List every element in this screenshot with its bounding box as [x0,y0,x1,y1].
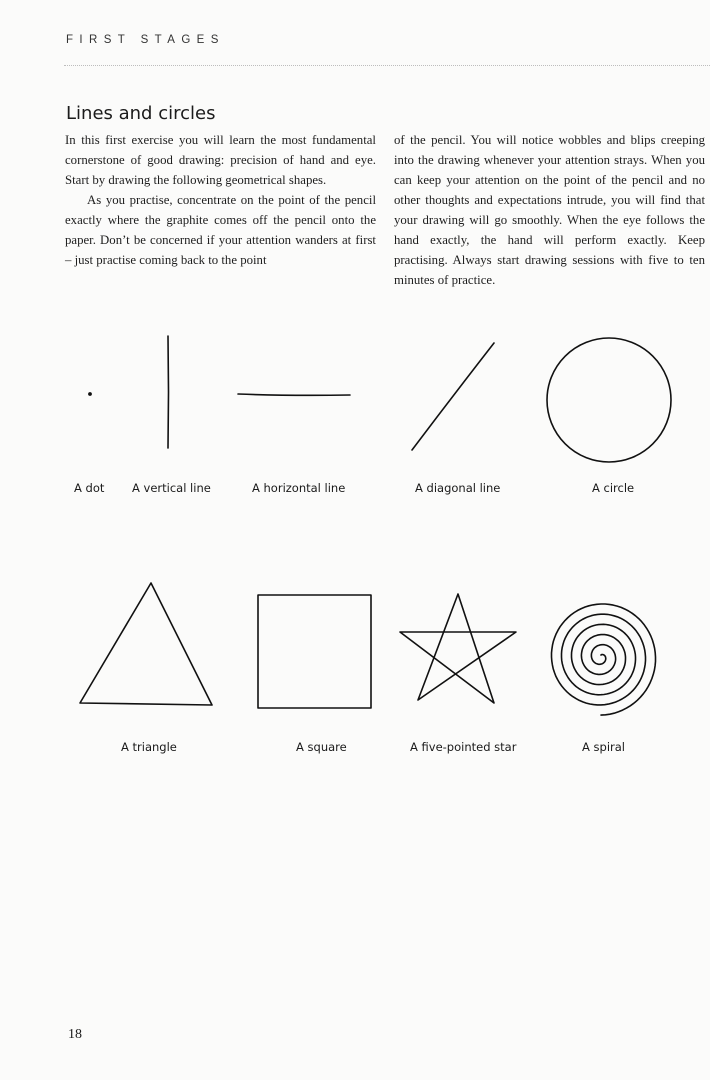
square-drawing [258,595,371,708]
caption-star: A five-pointed star [410,740,517,754]
caption-vertical-line: A vertical line [132,481,211,495]
caption-horizontal-line: A horizontal line [252,481,346,495]
star-drawing [400,594,516,703]
circle-drawing [547,338,671,462]
caption-triangle: A triangle [121,740,177,754]
vertical-line-drawing [168,336,169,448]
caption-square: A square [296,740,347,754]
body-paragraph: As you practise, concentrate on the point of the pencil exactly where the graphite comes off the pencil onto the paper. Don’t be concerned if your attention wanders at first – just practise coming back to the point [65,193,376,267]
triangle-drawing [80,583,212,705]
caption-diagonal-line: A diagonal line [415,481,501,495]
horizontal-line-drawing [238,394,350,395]
section-title: Lines and circles [66,103,216,124]
caption-circle: A circle [592,481,635,495]
page-number: 18 [68,1027,82,1042]
dot-drawing [88,392,92,396]
body-paragraph: In this first exercise you will learn the most fundamental cornerstone of good drawing: precision of hand and eye. Start by drawing the following geometrical shapes. [65,133,376,187]
running-header: FIRST STAGES [66,34,225,46]
caption-spiral: A spiral [582,740,625,754]
spiral-drawing [552,604,656,715]
diagonal-line-drawing [412,343,494,450]
body-paragraph: of the pencil. You will notice wobbles and blips creeping into the drawing whenever your attention strays. When you can keep your attention on the point of the pencil and no other thoughts and expectations intrude, you will find that your drawing will go smoothly. When the eye follows the hand exactly, the hand will perform exactly. Keep practising. Always start drawing sessions with five to ten minutes of practice. [394,133,705,287]
caption-dot: A dot [74,481,105,495]
